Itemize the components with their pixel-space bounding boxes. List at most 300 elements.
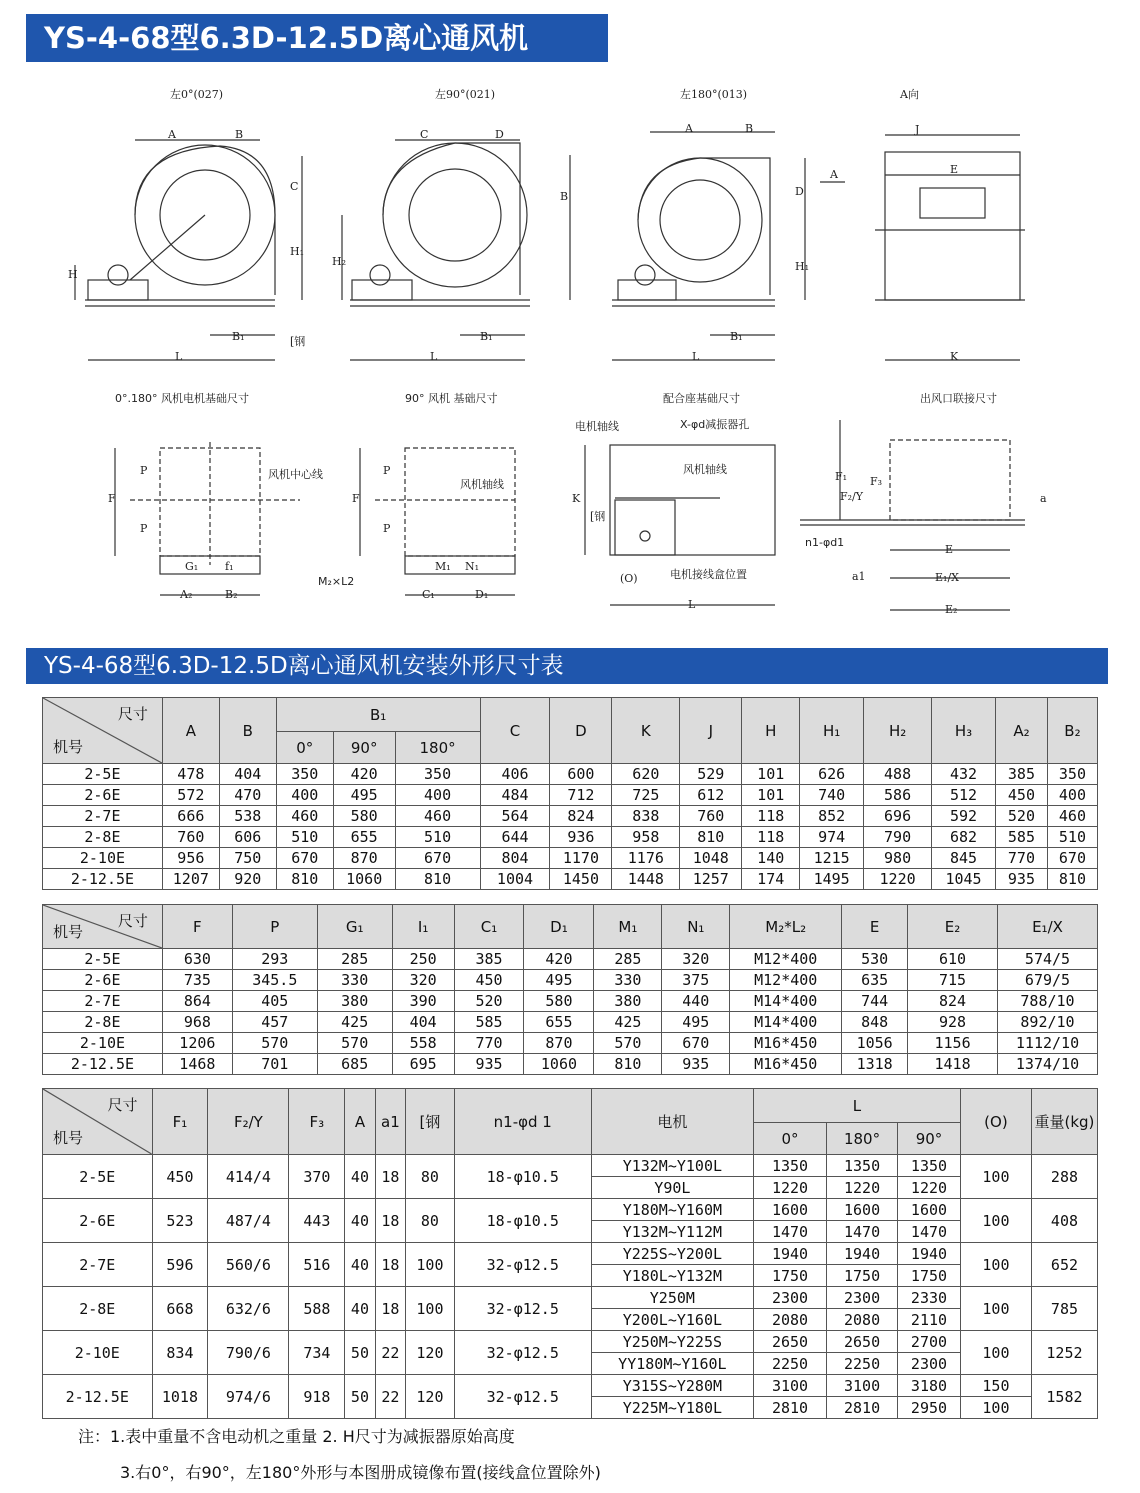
dimension-table-3 — [42, 1088, 1098, 1419]
col-header: M₁ — [594, 905, 662, 949]
table-row — [43, 785, 1098, 806]
table-row — [43, 1054, 1098, 1075]
value-cell: 980 — [864, 848, 932, 869]
value-cell: 414/4 — [208, 1155, 289, 1199]
value-cell: 2250 — [754, 1353, 827, 1375]
value-cell: 420 — [524, 949, 594, 970]
sub-header: 0° — [276, 732, 333, 764]
drawing-label: E₁/X — [935, 571, 959, 584]
value-cell: Y225M~Y180L — [591, 1397, 753, 1419]
value-cell: 630 — [162, 949, 232, 970]
value-cell: 380 — [594, 991, 662, 1012]
col-header: I₁ — [392, 905, 454, 949]
value-cell: 1048 — [680, 848, 742, 869]
sub-header: 90° — [333, 732, 395, 764]
value-cell: Y250M~Y225S — [591, 1331, 753, 1353]
value-cell: 588 — [289, 1287, 345, 1331]
value-cell: 1940 — [898, 1243, 961, 1265]
value-cell: 285 — [594, 949, 662, 970]
value-cell: M12*400 — [730, 970, 842, 991]
value-cell: 380 — [317, 991, 392, 1012]
value-cell: 574/5 — [998, 949, 1098, 970]
col-header: C — [480, 698, 550, 764]
value-cell: YY180M~Y160L — [591, 1353, 753, 1375]
value-cell: 760 — [680, 806, 742, 827]
value-cell: 701 — [232, 1054, 317, 1075]
weight-cell: 1582 — [1031, 1375, 1097, 1419]
value-cell: 670 — [1047, 848, 1097, 869]
value-cell: 320 — [662, 949, 730, 970]
value-cell: 824 — [550, 806, 612, 827]
col-header: N₁ — [662, 905, 730, 949]
table-row — [43, 970, 1098, 991]
col-header: E₂ — [908, 905, 998, 949]
value-cell: 1176 — [612, 848, 680, 869]
col-header: D — [550, 698, 612, 764]
model-cell: 2-12.5E — [43, 869, 163, 890]
value-cell: 600 — [550, 764, 612, 785]
value-cell: 1060 — [524, 1054, 594, 1075]
dimension-table-1 — [42, 697, 1098, 890]
value-cell: Y132M~Y112M — [591, 1221, 753, 1243]
label-motor-axis: 电机轴线 — [575, 420, 619, 433]
col-header: a1 — [375, 1089, 405, 1155]
value-cell: 810 — [594, 1054, 662, 1075]
value-cell: M16*450 — [730, 1033, 842, 1054]
col-header: A — [162, 698, 219, 764]
value-cell: 432 — [932, 764, 996, 785]
value-cell: 838 — [612, 806, 680, 827]
value-cell: 1750 — [898, 1265, 961, 1287]
sub-header: 180° — [395, 732, 480, 764]
drawing-label: L — [692, 350, 700, 363]
value-cell: 350 — [395, 764, 480, 785]
value-cell: 2300 — [827, 1287, 898, 1309]
table-row — [43, 764, 1098, 785]
drawing-label: C₁ — [422, 588, 435, 601]
value-cell: 770 — [454, 1033, 524, 1054]
value-cell: 120 — [406, 1331, 455, 1375]
value-cell: 670 — [395, 848, 480, 869]
value-cell: 404 — [392, 1012, 454, 1033]
value-cell: 1350 — [827, 1155, 898, 1177]
value-cell: 250 — [392, 949, 454, 970]
value-cell: 3100 — [754, 1375, 827, 1397]
value-cell: M12*400 — [730, 949, 842, 970]
value-cell: 790/6 — [208, 1331, 289, 1375]
drawing-label: D₁ — [475, 588, 489, 601]
value-cell: 1940 — [827, 1243, 898, 1265]
value-cell: 1220 — [898, 1177, 961, 1199]
drawing-label: 机号 — [53, 738, 84, 756]
value-cell: 40 — [345, 1243, 375, 1287]
value-cell: 1318 — [842, 1054, 908, 1075]
corner-header — [43, 698, 163, 764]
value-cell: 626 — [800, 764, 864, 785]
value-cell: 100 — [960, 1199, 1031, 1243]
value-cell: 852 — [800, 806, 864, 827]
value-cell: 330 — [317, 970, 392, 991]
value-cell: 457 — [232, 1012, 317, 1033]
drawing-label: F₁ — [835, 470, 848, 483]
value-cell: 50 — [345, 1331, 375, 1375]
value-cell: 956 — [162, 848, 219, 869]
value-cell: 670 — [276, 848, 333, 869]
table-row — [43, 848, 1098, 869]
value-cell: 420 — [333, 764, 395, 785]
weight-cell: 1252 — [1031, 1331, 1097, 1375]
value-cell: 1750 — [754, 1265, 827, 1287]
value-cell: 1220 — [827, 1177, 898, 1199]
value-cell: 1470 — [898, 1221, 961, 1243]
drawing-label: A — [168, 128, 176, 141]
value-cell: 495 — [333, 785, 395, 806]
label-fan-center: 风机中心线 — [268, 468, 323, 481]
col-header: D₁ — [524, 905, 594, 949]
value-cell: 293 — [232, 949, 317, 970]
value-cell: 510 — [395, 827, 480, 848]
value-cell: 370 — [289, 1155, 345, 1199]
value-cell: 32-φ12.5 — [454, 1375, 591, 1419]
value-cell: 32-φ12.5 — [454, 1331, 591, 1375]
value-cell: 586 — [864, 785, 932, 806]
value-cell: M14*400 — [730, 1012, 842, 1033]
value-cell: 1600 — [898, 1199, 961, 1221]
value-cell: 101 — [742, 764, 800, 785]
value-cell: 2080 — [754, 1309, 827, 1331]
value-cell: 585 — [995, 827, 1047, 848]
value-cell: 760 — [162, 827, 219, 848]
col-header: B₁ — [276, 698, 480, 732]
drawing-label: 尺寸 — [117, 705, 148, 723]
value-cell: 1207 — [162, 869, 219, 890]
value-cell: Y225S~Y200L — [591, 1243, 753, 1265]
value-cell: 140 — [742, 848, 800, 869]
caption-outlet: 出风口联接尺寸 — [920, 392, 997, 405]
base-drawing-3 — [572, 417, 775, 611]
value-cell: 118 — [742, 806, 800, 827]
model-cell: 2-10E — [43, 1331, 153, 1375]
value-cell: 1750 — [827, 1265, 898, 1287]
view-label-left0: 左0°(027) — [170, 88, 224, 101]
value-cell: 1495 — [800, 869, 864, 890]
value-cell: 1374/10 — [998, 1054, 1098, 1075]
table-row — [43, 1155, 1098, 1177]
sub-header: 90° — [898, 1123, 961, 1155]
drawing-label: D — [795, 185, 804, 198]
value-cell: 32-φ12.5 — [454, 1243, 591, 1287]
value-cell: 18 — [375, 1287, 405, 1331]
value-cell: 2250 — [827, 1353, 898, 1375]
drawing-label: 尺寸 — [107, 1096, 138, 1114]
dimension-table-2 — [42, 904, 1098, 1075]
value-cell: 450 — [454, 970, 524, 991]
value-cell: 928 — [908, 1012, 998, 1033]
value-cell: 734 — [289, 1331, 345, 1375]
value-cell: 3180 — [898, 1375, 961, 1397]
value-cell: 2700 — [898, 1331, 961, 1353]
col-header: C₁ — [454, 905, 524, 949]
value-cell: 40 — [345, 1287, 375, 1331]
value-cell: 1350 — [898, 1155, 961, 1177]
value-cell: 385 — [995, 764, 1047, 785]
value-cell: 1350 — [754, 1155, 827, 1177]
value-cell: 2810 — [754, 1397, 827, 1419]
col-header: F — [162, 905, 232, 949]
value-cell: 460 — [276, 806, 333, 827]
value-cell: 375 — [662, 970, 730, 991]
model-cell: 2-7E — [43, 1243, 153, 1287]
model-cell: 2-5E — [43, 1155, 153, 1199]
value-cell: 18-φ10.5 — [454, 1199, 591, 1243]
value-cell: 460 — [395, 806, 480, 827]
model-cell: 2-5E — [43, 949, 163, 970]
col-header: H₁ — [800, 698, 864, 764]
drawing-label: B₁ — [480, 330, 493, 343]
value-cell: 744 — [842, 991, 908, 1012]
drawing-label: [钢 — [290, 335, 306, 348]
drawing-label: C — [290, 180, 299, 193]
value-cell: 682 — [932, 827, 996, 848]
value-cell: 670 — [662, 1033, 730, 1054]
value-cell: Y90L — [591, 1177, 753, 1199]
model-cell: 2-6E — [43, 785, 163, 806]
value-cell: 2080 — [827, 1309, 898, 1331]
value-cell: 495 — [524, 970, 594, 991]
value-cell: 1450 — [550, 869, 612, 890]
model-cell: 2-7E — [43, 806, 163, 827]
col-header: G₁ — [317, 905, 392, 949]
value-cell: 2110 — [898, 1309, 961, 1331]
value-cell: 404 — [219, 764, 276, 785]
drawing-label: B — [745, 122, 754, 135]
value-cell: 870 — [333, 848, 395, 869]
caption-motor-base: 0°.180° 风机电机基础尺寸 — [115, 392, 249, 405]
drawing-label: B₂ — [225, 588, 238, 601]
col-header: M₂*L₂ — [730, 905, 842, 949]
page-title: YS-4-68型6.3D-12.5D离心通风机 — [26, 14, 608, 62]
drawing-label: D — [495, 128, 504, 141]
drawing-label: G₁ — [185, 560, 199, 573]
value-cell: 1418 — [908, 1054, 998, 1075]
fan-view-left90 — [332, 128, 570, 363]
value-cell: 810 — [680, 827, 742, 848]
value-cell: 655 — [333, 827, 395, 848]
drawing-label: H₁ — [795, 260, 810, 273]
model-cell: 2-8E — [43, 1012, 163, 1033]
value-cell: 488 — [864, 764, 932, 785]
value-cell: Y180M~Y160M — [591, 1199, 753, 1221]
drawing-label: H₁ — [290, 245, 305, 258]
col-header: 电机 — [591, 1089, 753, 1155]
value-cell: 1045 — [932, 869, 996, 890]
value-cell: 620 — [612, 764, 680, 785]
table-row — [43, 1033, 1098, 1054]
caption-seat-base: 配合座基础尺寸 — [663, 392, 740, 405]
value-cell: 936 — [550, 827, 612, 848]
col-header: A — [345, 1089, 375, 1155]
col-header: B — [219, 698, 276, 764]
value-cell: 460 — [1047, 806, 1097, 827]
col-header: L — [754, 1089, 961, 1123]
value-cell: 2810 — [827, 1397, 898, 1419]
value-cell: 2330 — [898, 1287, 961, 1309]
value-cell: 80 — [406, 1199, 455, 1243]
drawing-label: B — [560, 190, 569, 203]
value-cell: 580 — [524, 991, 594, 1012]
value-cell: 1470 — [754, 1221, 827, 1243]
col-header: F₁ — [152, 1089, 208, 1155]
model-cell: 2-5E — [43, 764, 163, 785]
col-header: K — [612, 698, 680, 764]
drawing-label: 尺寸 — [117, 912, 148, 930]
value-cell: M16*450 — [730, 1054, 842, 1075]
fan-view-left180 — [612, 122, 845, 363]
value-cell: 1257 — [680, 869, 742, 890]
value-cell: 1600 — [827, 1199, 898, 1221]
base-drawing-4 — [800, 420, 1047, 616]
value-cell: 848 — [842, 1012, 908, 1033]
drawing-label: P — [383, 522, 391, 535]
value-cell: 1215 — [800, 848, 864, 869]
value-cell: 18 — [375, 1155, 405, 1199]
value-cell: 2300 — [754, 1287, 827, 1309]
value-cell: 487/4 — [208, 1199, 289, 1243]
value-cell: 804 — [480, 848, 550, 869]
drawing-label: E — [945, 543, 954, 556]
note-line-2: 3.右0°，右90°，左180°外形与本图册成镜像布置(接线盒位置除外) — [120, 1463, 601, 1482]
value-cell: 101 — [742, 785, 800, 806]
value-cell: 696 — [864, 806, 932, 827]
value-cell: 478 — [162, 764, 219, 785]
drawing-label: F — [108, 492, 116, 505]
value-cell: 516 — [289, 1243, 345, 1287]
table-row — [43, 1199, 1098, 1221]
value-cell: 750 — [219, 848, 276, 869]
value-cell: 406 — [480, 764, 550, 785]
label-n1: n1-φd1 — [805, 536, 845, 549]
value-cell: Y180L~Y132M — [591, 1265, 753, 1287]
col-header: E₁/X — [998, 905, 1098, 949]
label-m2l2: M₂×L2 — [318, 575, 355, 588]
value-cell: Y250M — [591, 1287, 753, 1309]
drawing-label: N₁ — [465, 560, 480, 573]
table-row — [43, 806, 1098, 827]
value-cell: 100 — [406, 1287, 455, 1331]
table-row — [43, 949, 1098, 970]
value-cell: 120 — [406, 1375, 455, 1419]
note-line-1: 注：1.表中重量不含电动机之重量 2. H尺寸为减振器原始高度 — [78, 1427, 515, 1446]
value-cell: 610 — [908, 949, 998, 970]
value-cell: 32-φ12.5 — [454, 1287, 591, 1331]
value-cell: 632/6 — [208, 1287, 289, 1331]
value-cell: 935 — [454, 1054, 524, 1075]
corner-header — [43, 1089, 153, 1155]
table-row — [43, 991, 1098, 1012]
drawing-label: 机号 — [53, 1129, 84, 1147]
model-cell: 2-10E — [43, 1033, 163, 1054]
value-cell: 560/6 — [208, 1243, 289, 1287]
value-cell: 18 — [375, 1243, 405, 1287]
value-cell: 788/10 — [998, 991, 1098, 1012]
value-cell: 920 — [219, 869, 276, 890]
fan-view-left0 — [68, 128, 305, 363]
value-cell: 530 — [842, 949, 908, 970]
value-cell: 50 — [345, 1375, 375, 1419]
drawing-label: [钢 — [590, 510, 606, 523]
model-cell: 2-12.5E — [43, 1054, 163, 1075]
value-cell: 685 — [317, 1054, 392, 1075]
value-cell: 510 — [1047, 827, 1097, 848]
label-fan-axis: 风机轴线 — [460, 478, 504, 491]
table-row — [43, 1243, 1098, 1265]
value-cell: 1220 — [864, 869, 932, 890]
value-cell: 1600 — [754, 1199, 827, 1221]
drawing-label: F₂/Y — [840, 490, 864, 503]
model-cell: 2-8E — [43, 1287, 153, 1331]
value-cell: 725 — [612, 785, 680, 806]
fan-view-a — [875, 123, 1025, 363]
value-cell: 405 — [232, 991, 317, 1012]
value-cell: 22 — [375, 1375, 405, 1419]
drawing-label: H₂ — [332, 255, 347, 268]
value-cell: 470 — [219, 785, 276, 806]
col-header: B₂ — [1047, 698, 1097, 764]
table-row — [43, 1375, 1098, 1397]
base-drawing-2 — [375, 448, 515, 556]
drawing-label: A — [830, 168, 838, 181]
col-header: F₂/Y — [208, 1089, 289, 1155]
model-cell: 2-6E — [43, 970, 163, 991]
model-cell: 2-7E — [43, 991, 163, 1012]
drawing-label: F — [352, 492, 360, 505]
value-cell: 484 — [480, 785, 550, 806]
value-cell: 564 — [480, 806, 550, 827]
value-cell: 320 — [392, 970, 454, 991]
table-row — [43, 869, 1098, 890]
value-cell: 510 — [276, 827, 333, 848]
model-cell: 2-8E — [43, 827, 163, 848]
value-cell: 529 — [680, 764, 742, 785]
value-cell: 644 — [480, 827, 550, 848]
value-cell: 345.5 — [232, 970, 317, 991]
value-cell: 635 — [842, 970, 908, 991]
drawing-label: K — [572, 492, 581, 505]
weight-cell: 408 — [1031, 1199, 1097, 1243]
base-drawing-1 — [130, 442, 300, 565]
view-label-left90: 左90°(021) — [435, 88, 496, 101]
value-cell: 330 — [594, 970, 662, 991]
value-cell: 100 — [960, 1287, 1031, 1331]
value-cell: 400 — [1047, 785, 1097, 806]
value-cell: 592 — [932, 806, 996, 827]
table-section-title: YS-4-68型6.3D-12.5D离心通风机安装外形尺寸表 — [26, 648, 1108, 684]
col-header: (O) — [960, 1089, 1031, 1155]
value-cell: 1206 — [162, 1033, 232, 1054]
value-cell: 538 — [219, 806, 276, 827]
weight-cell: 652 — [1031, 1243, 1097, 1287]
value-cell: 968 — [162, 1012, 232, 1033]
value-cell: 520 — [995, 806, 1047, 827]
value-cell: 390 — [392, 991, 454, 1012]
value-cell: 810 — [395, 869, 480, 890]
value-cell: 1004 — [480, 869, 550, 890]
col-header: H₂ — [864, 698, 932, 764]
value-cell: 712 — [550, 785, 612, 806]
view-label-left180: 左180°(013) — [680, 88, 748, 101]
value-cell: 870 — [524, 1033, 594, 1054]
value-cell: 790 — [864, 827, 932, 848]
